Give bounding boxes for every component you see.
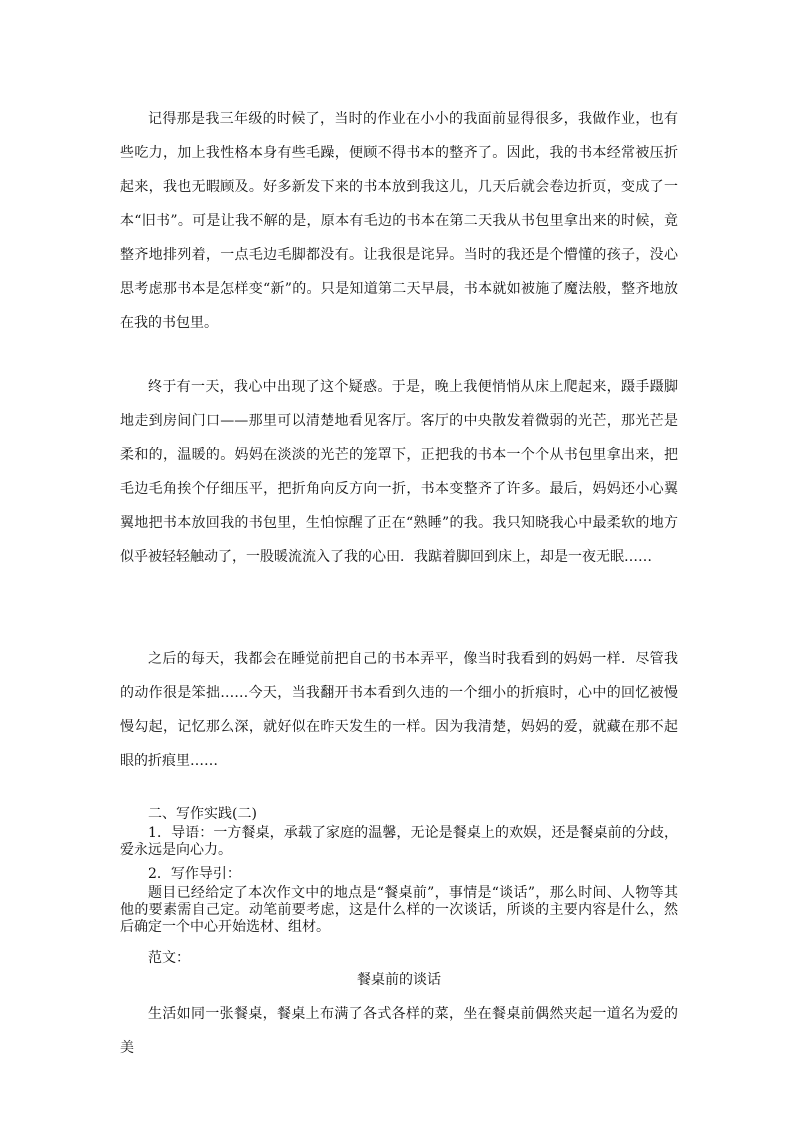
paragraph-discovery: 终于有一天，我心中出现了这个疑惑。于是，晚上我便悄悄从床上爬起来，蹑手蹑脚地走到房间门口——那里可以清楚地看见客厅。客厅的中央散发着微弱的光芒，那光芒是柔和的，温暖的。妈妈在淡淡的光芒的笼罩下，正把我的书本一个个从书包里拿出来，把毛边毛角挨个仔细压平，把折角向反方向一折，书本变整齐了许多。最后，妈妈还小心翼翼地把书本放回我的书包里，生怕惊醒了正在“熟睡”的我。我只知晓我心中最柔软的地方似乎被轻轻触动了，一股暖流流入了我的心田．我踮着脚回到床上，却是一夜无眠…… — [120, 379, 678, 565]
guide-label: 2．写作导引： — [148, 866, 241, 882]
section-heading: 二、写作实践(二) — [148, 806, 257, 822]
essay-first-line: 生活如同一张餐桌，餐桌上布满了各式各样的菜，坐在餐桌前偶然夹起一道名为爱的美 — [120, 1006, 678, 1056]
paragraph-memory: 记得那是我三年级的时候了，当时的作业在小小的我面前显得很多，我做作业，也有些吃力，加上我性格本身有些毛躁，便顾不得书本的整齐了。因此，我的书本经常被压折起来，我也无暇顾及。好多新发下来的书本放到我这儿，几天后就会卷边折页，变成了一本“旧书”。可是让我不解的是，原本有毛边的书本在第二天我从书包里拿出来的时候，竟整齐地排列着，一点毛边毛脚都没有。让我很是诧异。当时的我还是个懵懂的孩子，没心思考虑那书本是怎样变“新”的。只是知道第二天早晨，书本就如被施了魔法般，整齐地放在我的书包里。 — [120, 111, 678, 331]
paragraph-reflection: 之后的每天，我都会在睡觉前把自己的书本弄平，像当时我看到的妈妈一样．尽管我的动作很是笨拙……今天，当我翻开书本看到久违的一个细小的折痕时，心中的回忆被慢慢勾起，记忆那么深，就好似在昨天发生的一样。因为我清楚，妈妈的爱，就藏在那不起眼的折痕里…… — [120, 651, 678, 769]
intro-item: 1．导语：一方餐桌，承载了家庭的温馨，无论是餐桌上的欢娱，还是餐桌前的分歧，爱永远是向心力。 — [120, 825, 678, 858]
essay-title: 餐桌前的谈话 — [357, 972, 441, 988]
guide-body: 题目已经给定了本次作文中的地点是“餐桌前”，事情是“谈话”，那么时间、人物等其他的要素需自己定。动笔前要考虑，这是什么样的一次谈话，所谈的主要内容是什么，然后确定一个中心开始选材、组材。 — [120, 885, 678, 935]
sample-label: 范文： — [148, 950, 190, 966]
